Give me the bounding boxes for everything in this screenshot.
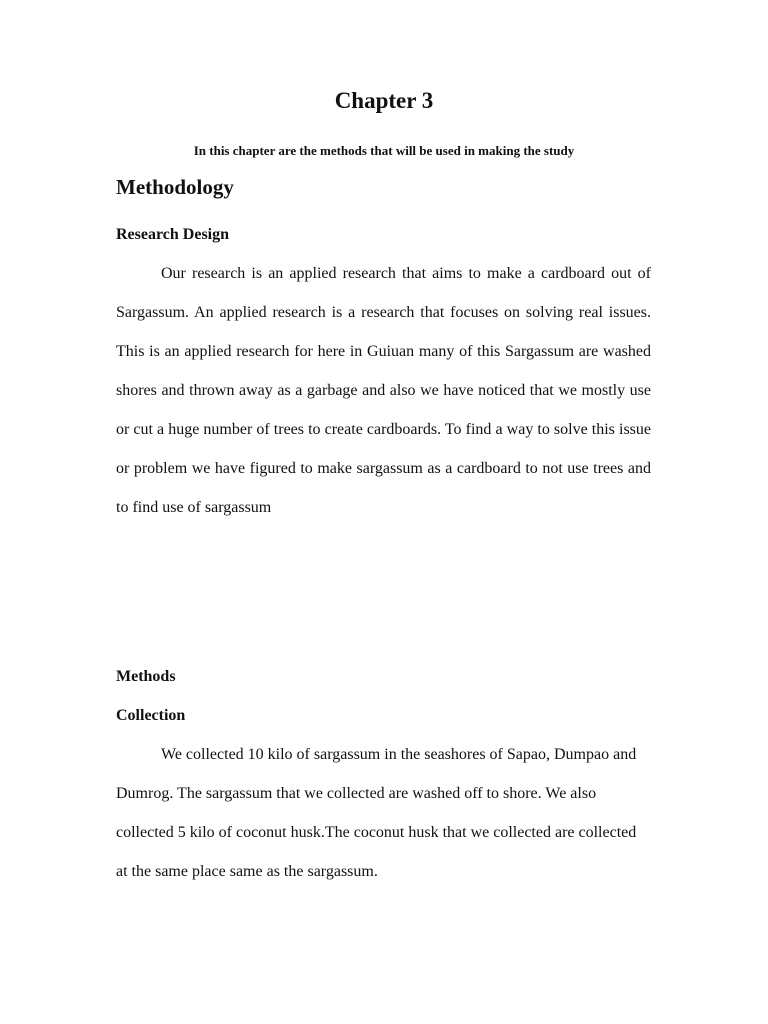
heading-methods: Methods bbox=[116, 668, 176, 685]
paragraph-collection: We collected 10 kilo of sargassum in the seashores of Sapao, Dumpao and Dumrog. The sargassum that we collected are washed off to shore. We also collected 5 kilo of coconut husk.The coconut husk that we collected are collected at the same place same as the sargassum. bbox=[116, 746, 637, 880]
heading-research-design: Research Design bbox=[116, 226, 230, 243]
heading-collection: Collection bbox=[116, 707, 186, 724]
section-title-methodology: Methodology bbox=[116, 175, 234, 199]
chapter-title: Chapter 3 bbox=[334, 88, 434, 113]
chapter-intro: In this chapter are the methods that will be used in making the study bbox=[193, 143, 575, 158]
paragraph-research-design: Our research is an applied research that aims to make a cardboard out of Sargassum. An applied research is a research that focuses on solving real issues. This is an applied research for here in Guiuan many of this Sargassum are washed shores and thrown away as a garbage and also we have noticed that we mostly use or cut a huge number of trees to create cardboards. To find a way to solve this issue or problem we have figured to make sargassum as a cardboard to not use trees and to find use of sargassum bbox=[116, 265, 651, 516]
